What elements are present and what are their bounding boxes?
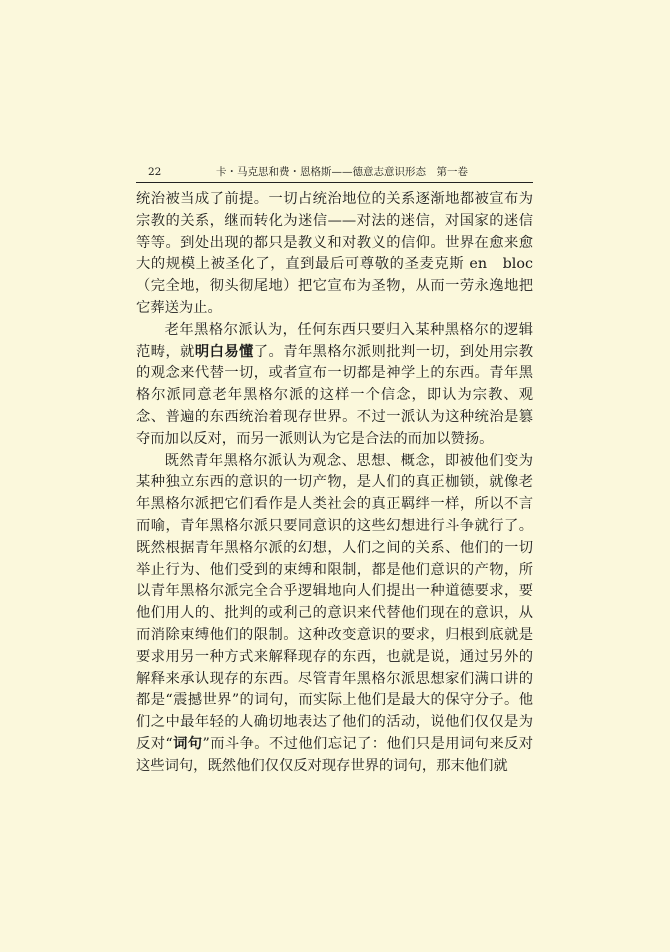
running-title: 卡・马克思和费・恩格斯——德意志意识形态 第一卷 xyxy=(216,166,468,178)
running-header xyxy=(136,164,533,180)
text-segment: ”而斗争。不过他们忘记了：他们只是用词句来反对这些词句，既然他们仅仅反对现存世界的词句，那末他们就 xyxy=(136,735,534,774)
emphasis-text: 明白易懂 xyxy=(194,343,254,360)
page-number: 22 xyxy=(148,166,162,178)
paragraph xyxy=(136,451,533,778)
text-segment: 统治被当成了前提。一切占统治地位的关系逐渐地都被宣布为宗教的关系，继而转化为迷信——对法的迷信，对国家的迷信等等。到处出现的都只是教义和对教义的信仰。世界在愈来愈大的规模上被圣化了，直到最后可尊敬的圣麦克斯 en bloc（完全地，彻头彻尾地）把它宣布为圣物，从而一劳永逸地把它葬送为止。 xyxy=(136,191,533,316)
emphasis-text: 词句 xyxy=(172,735,203,752)
paragraph xyxy=(136,320,533,451)
text-segment: 既然青年黑格尔派认为观念、思想、概念，即被他们变为某种独立东西的意识的一切产物，是人们的真正枷锁，就像老年黑格尔派把它们看作是人类社会的真正羁绊一样，所以不言而喻，青年黑格尔派只要同意识的这些幻想进行斗争就行了。既然根据青年黑格尔派的幻想，人们之间的关系、他们的一切举止行为、他们受到的束缚和限制，都是他们意识的产物，所以青年黑格尔派完全合乎逻辑地向人们提出一种道德要求，要他们用人的、批判的或利己的意识来代替他们现在的意识，从而消除束缚他们的限制。这种改变意识的要求，归根到底就是要求用另一种方式来解释现存的东西，也就是说，通过另外的解释来承认现存的东西。尽管青年黑格尔派思想家们满口讲的都是“震撼世界”的词句，而实际上他们是最大的保守分子。他们之中最年轻的人确切地表达了他们的活动，说他们仅仅是为反对“ xyxy=(136,452,533,752)
text-segment: 了。青年黑格尔派则批判一切，到处用宗教的观念来代替一切，或者宣布一切都是神学上的东西。青年黑格尔派同意老年黑格尔派的这样一个信念，即认为宗教、观念、普遍的东西统治着现存世界。不过一派认为这种统治是篡夺而加以反对，而另一派则认为它是合法的而加以赞扬。 xyxy=(136,343,534,447)
body-text xyxy=(136,189,533,778)
header-rule xyxy=(136,182,533,183)
paragraph xyxy=(136,189,533,320)
text-segment: 老年黑格尔派认为，任何东西只要归入某种黑格尔的逻辑范畴，就 xyxy=(136,321,533,360)
